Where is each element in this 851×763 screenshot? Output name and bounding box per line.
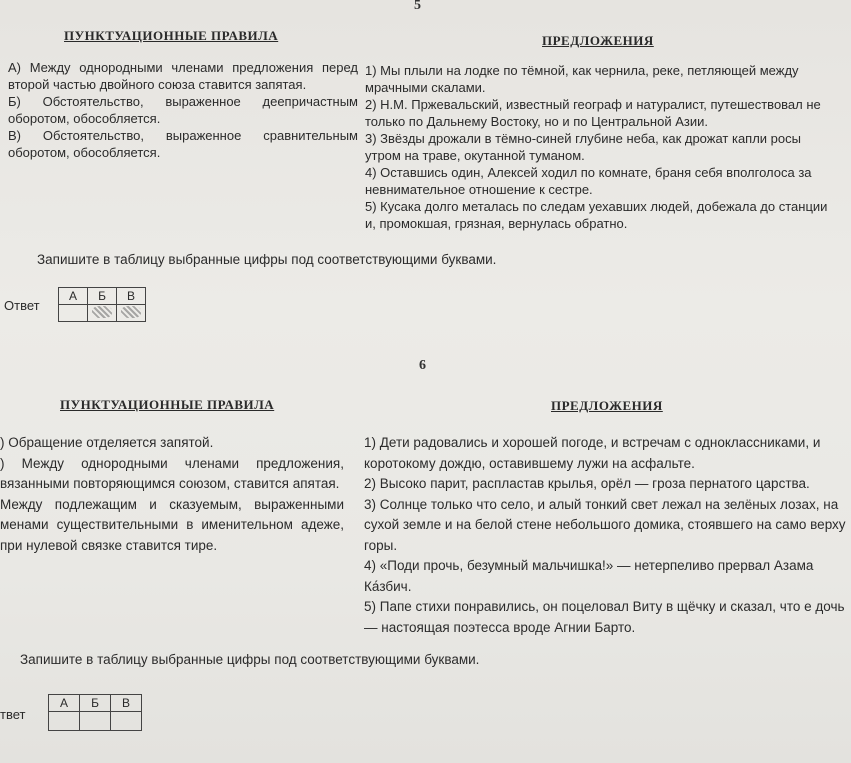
sentences-heading-5: ПРЕДЛОЖЕНИЯ	[542, 33, 654, 48]
rules-list-5	[8, 59, 358, 161]
instruction-6: Запишите в таблицу выбранные цифры под соответствующими буквами.	[20, 652, 480, 667]
answer-label-5: Ответ	[4, 298, 40, 313]
answer-cell-a-5[interactable]	[59, 305, 88, 322]
task-number-6: 6	[419, 358, 426, 373]
sentences-list-6	[364, 433, 848, 638]
sentence-1-5: 1) Мы плыли на лодке по тёмной, как чернила, реке, петляющей между мрачными скалами.	[365, 63, 799, 95]
answer-header-b-6: Б	[80, 695, 111, 712]
scribble-icon	[121, 306, 141, 318]
answer-cell-b-6[interactable]	[80, 712, 111, 731]
rules-heading-6: ПУНКТУАЦИОННЫЕ ПРАВИЛА	[60, 397, 275, 412]
answer-header-c-6: В	[111, 695, 142, 712]
sentences-list-5	[365, 62, 837, 232]
answer-table-6	[48, 694, 142, 731]
sentences-heading-6: ПРЕДЛОЖЕНИЯ	[551, 398, 663, 413]
scribble-icon	[92, 306, 112, 318]
sentence-5-6: 5) Папе стихи понравились, он поцеловал Виту в щёчку и сказал, что е дочь — настоящая поэтесса вроде Агнии Барто.	[364, 599, 845, 635]
rule-c-6: Между подлежащим и сказуемым, выраженными менами существительными в именительном адеже, при нулевой связке ставится тире.	[0, 496, 344, 553]
answer-header-a-6: А	[49, 695, 80, 712]
sentence-5-5: 5) Кусака долго металась по следам уехавших людей, добежала до станции и, промокшая, грязная, вернулась обратно.	[365, 199, 828, 231]
sentence-3-5: 3) Звёзды дрожали в тёмно-синей глубине неба, как дрожат капли росы утром на траве, окутанной туманом.	[365, 131, 801, 163]
answer-cell-b-5[interactable]	[88, 305, 117, 322]
sentence-1-6: 1) Дети радовались и хорошей погоде, и встречам с одноклассниками, и коротокому дождю, оставившему лужи на асфальте.	[364, 435, 821, 471]
rules-list-6	[0, 433, 344, 556]
rule-b-5: Б) Обстоятельство, выраженное деепричастным оборотом, обособляется.	[8, 94, 358, 126]
task-number-5: 5	[414, 0, 421, 13]
answer-table-5	[58, 287, 146, 322]
sentence-2-6: 2) Высоко парит, распластав крылья, орёл — гроза пернатого царства.	[364, 476, 810, 491]
sentence-3-6: 3) Солнце только что село, и алый тонкий свет лежал на зелёных лозах, на сухой земле и на белой стене небольшого домика, стоявшего на само верху горы.	[364, 496, 846, 553]
rule-c-5: В) Обстоятельство, выраженное сравнительным оборотом, обособляется.	[8, 128, 358, 160]
sentence-4-5: 4) Оставшись один, Алексей ходил по комнате, браня себя вполголоса за невнимательное отношение к сестре.	[365, 165, 812, 197]
answer-cell-c-6[interactable]	[111, 712, 142, 731]
answer-header-b-5: Б	[88, 288, 117, 305]
rule-a-6: ) Обращение отделяется запятой.	[0, 435, 214, 450]
answer-cell-a-6[interactable]	[49, 712, 80, 731]
rule-b-6: ) Между однородными членами предложения, вязанными повторяющимся союзом, ставится апятая.	[0, 455, 344, 491]
instruction-5: Запишите в таблицу выбранные цифры под соответствующими буквами.	[37, 252, 497, 267]
answer-label-6: твет	[0, 707, 26, 722]
sentence-4-6: 4) «Поди прочь, безумный мальчишка!» — нетерпеливо прервал Азама Ка́збич.	[364, 558, 814, 594]
sentence-2-5: 2) Н.М. Пржевальский, известный географ и натуралист, путешествовал не только по Дальнему Востоку, но и по Центральной Азии.	[365, 97, 821, 129]
answer-header-c-5: В	[117, 288, 146, 305]
answer-cell-c-5[interactable]	[117, 305, 146, 322]
answer-header-a-5: А	[59, 288, 88, 305]
rule-a-5: А) Между однородными членами предложения перед второй частью двойного союза ставится запятая.	[8, 60, 358, 92]
rules-heading-5: ПУНКТУАЦИОННЫЕ ПРАВИЛА	[64, 28, 279, 43]
